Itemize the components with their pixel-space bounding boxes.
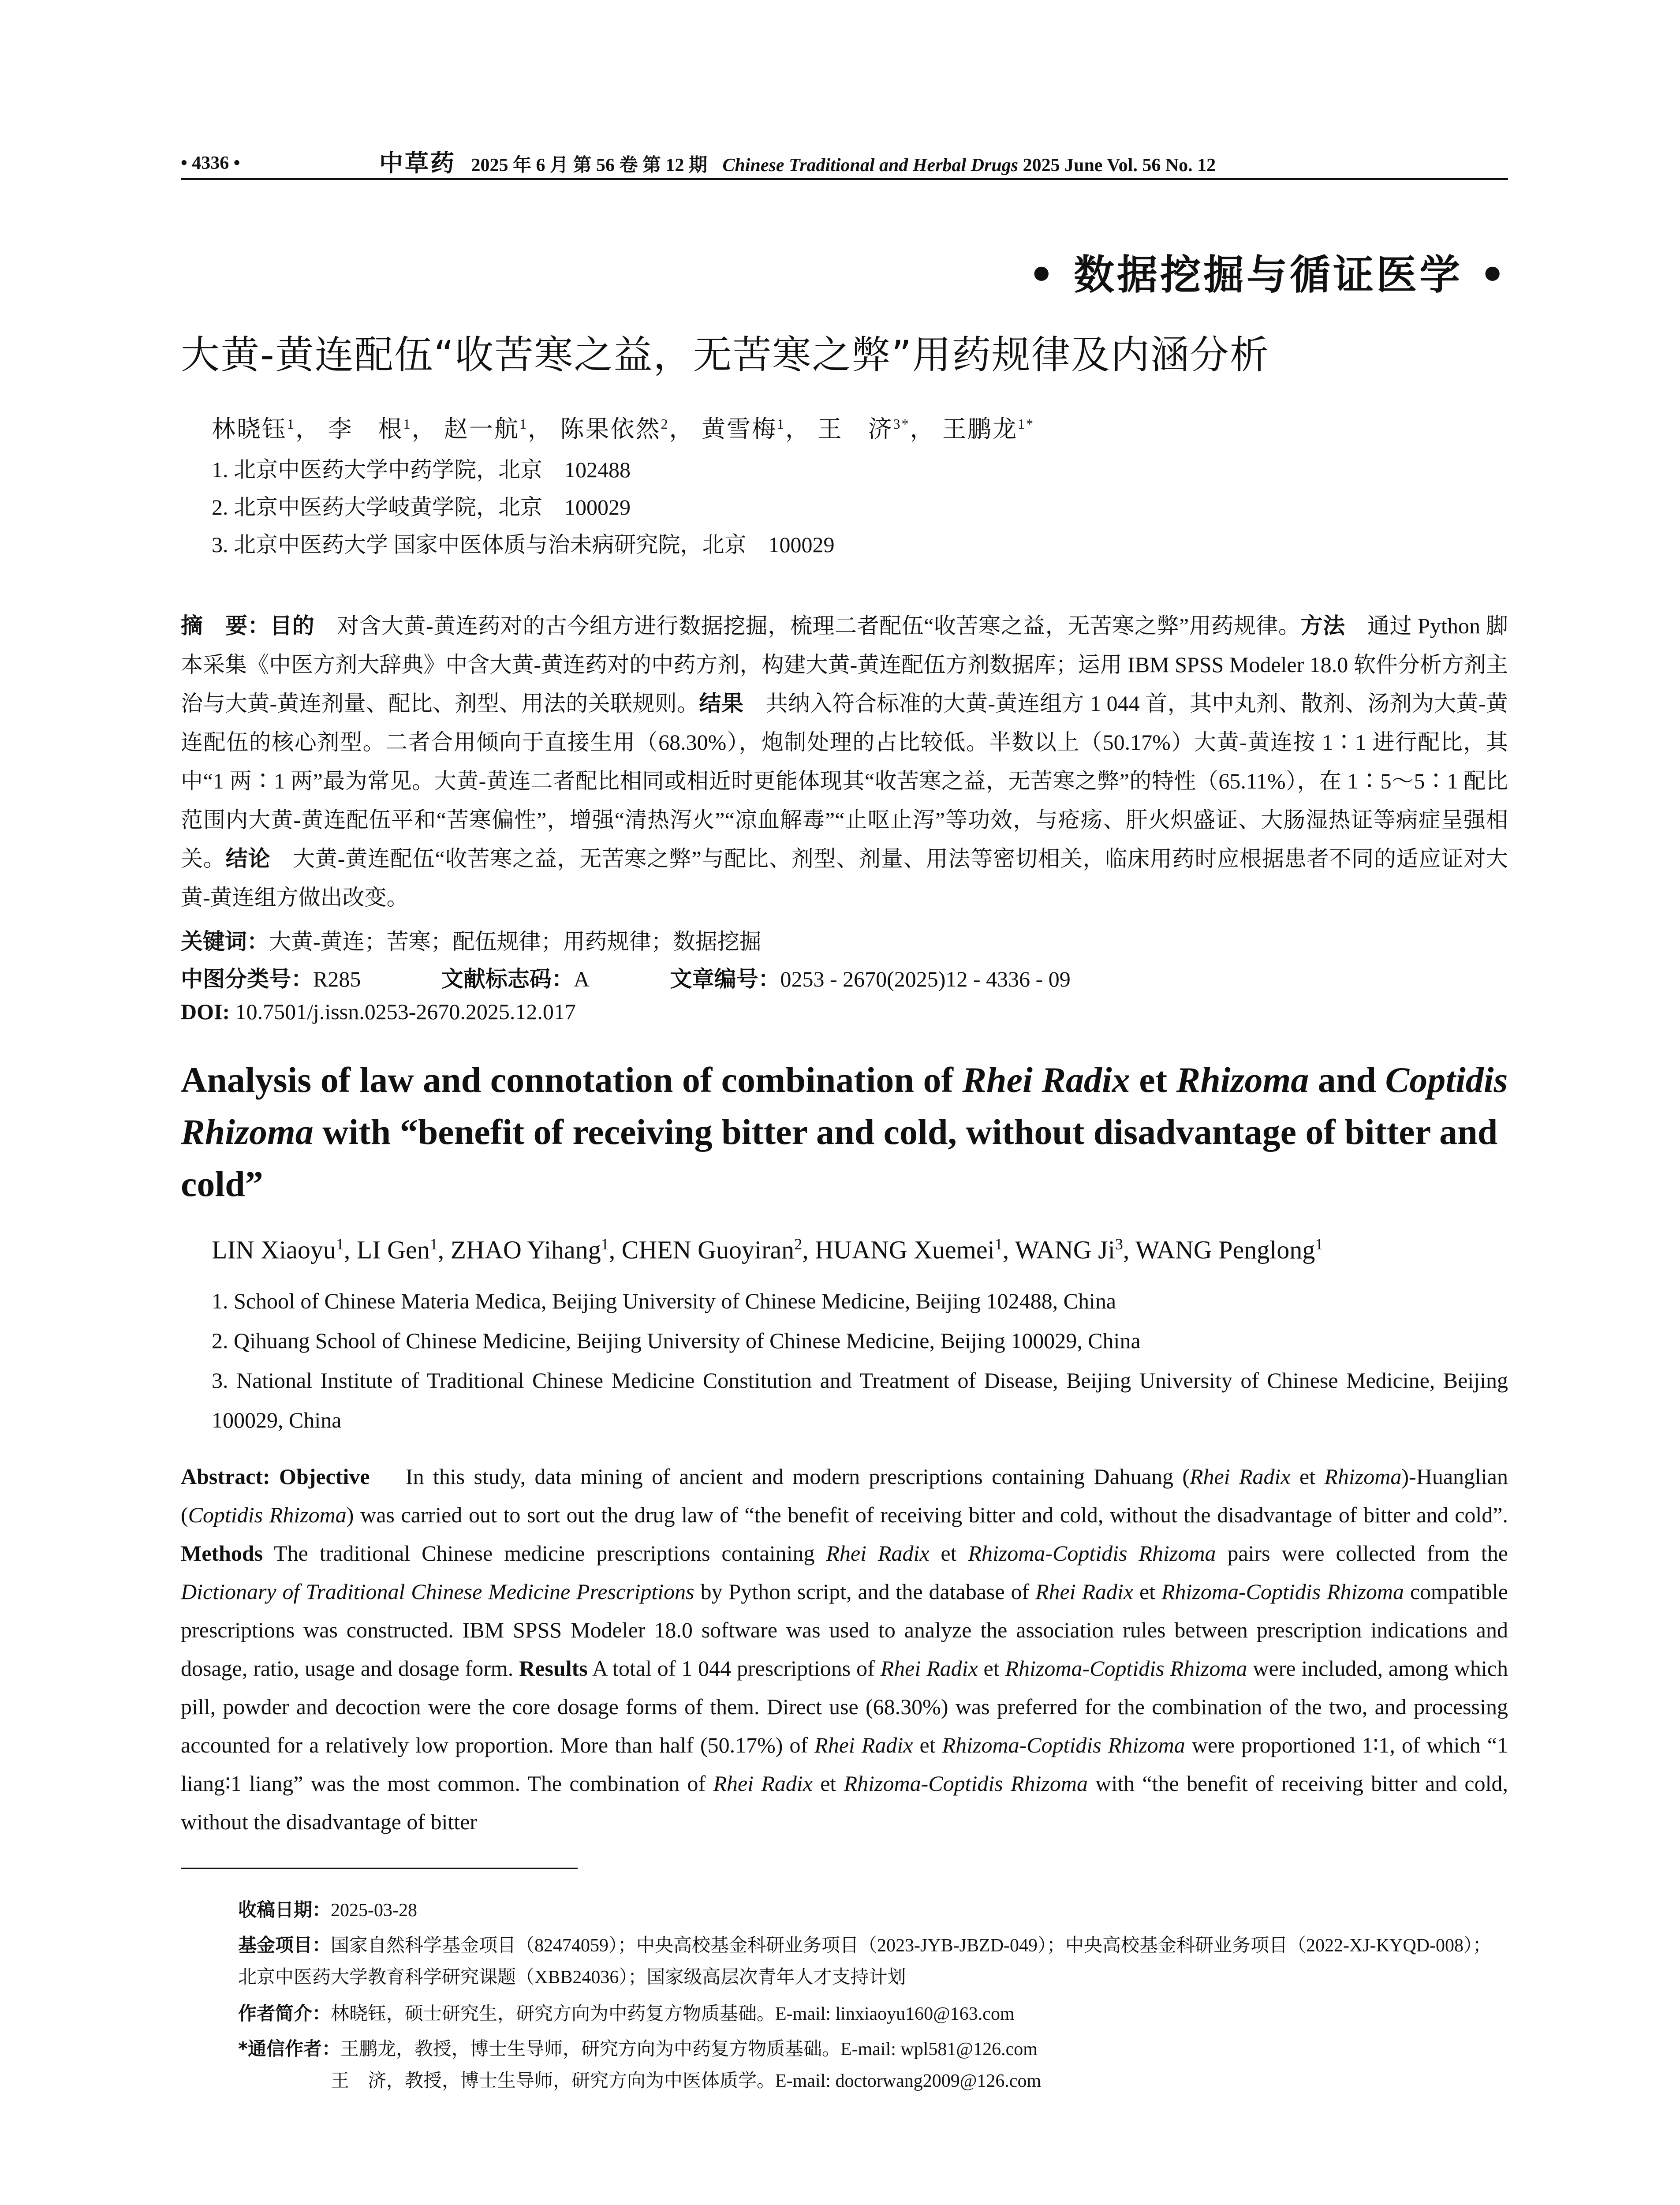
keywords-line: [181, 924, 762, 956]
abstract-en-text: et: [1133, 1579, 1161, 1604]
corresponding-author-1: 王鹏龙，教授，博士生导师，研究方向为中药复方物质基础。E-mail: wpl581@126.com: [340, 2039, 1038, 2059]
author-sup: 3: [1115, 1235, 1123, 1253]
results-label: 结果: [699, 691, 744, 716]
author-cn: 王 济: [818, 416, 893, 442]
results-en-label: Results: [519, 1656, 588, 1681]
page-number: • 4336 •: [181, 153, 240, 173]
abstract-en-text: pairs were collected from the: [1216, 1541, 1508, 1566]
abstract-en-italic: Rhizoma: [1324, 1464, 1402, 1489]
authors-en: LIN Xiaoyu$^1$, LI Gen$^1$, ZHAO Yihang$^1$, CHEN Guoyiran$^2$, HUANG Xuemei$^1$, WANG Ji$^3$, WANG Penglong$^1$: [212, 1235, 1323, 1264]
journal-line: [379, 146, 1216, 183]
author-sup: 1: [287, 416, 295, 432]
footnote-fund: [238, 1929, 1508, 1993]
methods-text: 通过 Python 脚本采集《中医方剂大辞典》中含大黄-黄连药对的中药方剂，构建大黄-黄连配伍方剂数据库；运用 IBM SPSS Modeler 18.0 软件分析方剂主治与大黄-黄连剂量、配比、剂型、用法的关联规则。: [181, 613, 1508, 716]
author-sup: 1: [777, 416, 785, 432]
author-cn: 李 根: [328, 416, 403, 442]
title-en-italic: Rhei Radix: [962, 1060, 1130, 1100]
author-en: LI Gen: [356, 1235, 430, 1264]
author-sup: 1*: [1018, 416, 1034, 432]
results-text: 共纳入符合标准的大黄-黄连组方 1 044 首，其中丸剂、散剂、汤剂为大黄-黄连配伍的核心剂型。二者合用倾向于直接生用（68.30%），炮制处理的占比较低。半数以上（50.17%）大黄-黄连按 1∶1 进行配比，其中“1 两∶1 两”最为常见。大黄-黄连二者配比相同或相近时更能体现其“收苦寒之益，无苦寒之弊”的特性（65.11%），在 1∶5～5∶1 配比范围内大黄-黄连配伍平和“苦寒偏性”，增强“清热泻火”“凉血解毒”“止呕止泻”等功效，与疮疡、肝火炽盛证、大肠湿热证等病症呈强相关。: [181, 691, 1508, 871]
affiliation-en-3: 3. National Institute of Traditional Chinese Medicine Constitution and Treatment of Disease, Beijing University of Chinese Medicine, Beijing 100029, China: [212, 1368, 1508, 1432]
abstract-en-text: The traditional Chinese medicine prescriptions containing: [263, 1541, 826, 1566]
abstract-en-italic: Dictionary of Traditional Chinese Medicine Prescriptions: [181, 1579, 694, 1604]
abstract-en-label: Abstract: Objective: [181, 1464, 370, 1489]
received-label: 收稿日期：: [238, 1899, 331, 1921]
author-en: WANG Ji: [1015, 1235, 1115, 1264]
author-cn: 陈果依然: [560, 416, 661, 442]
title-en-italic: Coptidis Rhizoma: [181, 1060, 1508, 1152]
authors-cn: 林晓钰$^1$， 李 根$^1$， 赵一航$^1$， 陈果依然$^2$， 黄雪梅$^1$， 王 济$^{3*}$， 王鹏龙$^{1*}$: [212, 416, 1034, 442]
title-cn: 大黄-黄连配伍“收苦寒之益，无苦寒之弊”用药规律及内涵分析: [181, 332, 1269, 377]
issue-en: 2025 June Vol. 56 No. 12: [1023, 155, 1216, 176]
author-sup: 1: [336, 1235, 344, 1253]
author-sup: 1: [403, 416, 412, 432]
journal-name-cn: 中草药: [379, 150, 456, 176]
author-en: HUANG Xuemei: [815, 1235, 995, 1264]
abstract-en-italic: Rhizoma-Coptidis Rhizoma: [1161, 1579, 1404, 1604]
author-sup: 2: [661, 416, 669, 432]
article-number-value: 0253 - 2670(2025)12 - 4336 - 09: [780, 967, 1071, 991]
methods-en-label: Methods: [181, 1541, 263, 1566]
title-en: [181, 1054, 1508, 1210]
doc-code-value: A: [573, 967, 590, 991]
abstract-en-italic: Rhei Radix: [814, 1733, 913, 1757]
abstract-en-text: et: [929, 1541, 968, 1566]
corresponding-label: *通信作者：: [238, 2038, 340, 2059]
journal-name-en: Chinese Traditional and Herbal Drugs: [722, 155, 1019, 176]
header-rule: [181, 178, 1508, 180]
author-cn: 林晓钰: [212, 416, 287, 442]
fund-text: 国家自然科学基金项目（82474059）；中央高校基金科研业务项目（2023-JYB-JBZD-049）；中央高校基金科研业务项目（2022-XJ-KYQD-008）；北京中医药大学教育科学研究课题（XBB24036）；国家级高层次青年人才支持计划: [238, 1936, 1491, 1988]
author-sup: 1: [429, 1235, 438, 1253]
received-date: 2025-03-28: [331, 1900, 417, 1921]
footnote-bio: [238, 1998, 1508, 2030]
abstract-en-text: ) was carried out to sort out the drug law of “the benefit of receiving bitter and cold, without the disadvantage of bitter and cold”.: [346, 1502, 1508, 1527]
abstract-en-text: et: [978, 1656, 1005, 1681]
author-sup: 3*: [893, 416, 910, 432]
author-en: LIN Xiaoyu: [212, 1235, 336, 1264]
article-number-label: 文章编号：: [670, 966, 780, 992]
affiliation-cn-3: 3. 北京中医药大学 国家中医体质与治未病研究院，北京 100029: [212, 532, 835, 557]
author-en: CHEN Guoyiran: [621, 1235, 795, 1264]
footnote-received: [238, 1894, 1508, 1926]
author-en: WANG Penglong: [1135, 1235, 1315, 1264]
author-cn: 王鹏龙: [942, 416, 1018, 442]
author-sup: 1: [519, 416, 528, 432]
objective-text: 对含大黄-黄连药对的古今组方进行数据挖掘，梳理二者配伍“收苦寒之益，无苦寒之弊”用药规律。: [336, 613, 1301, 638]
abstract-en-italic: Rhei Radix: [1190, 1464, 1291, 1489]
classification-line: [181, 961, 1071, 993]
abstract-en-text: In this study, data mining of ancient and modern prescriptions containing Dahuang (: [405, 1464, 1190, 1489]
corresponding-author-2: 王 济，教授，博士生导师，研究方向为中医体质学。E-mail: doctorwang2009@126.com: [331, 2071, 1042, 2091]
abstract-en-italic: Rhei Radix: [1035, 1579, 1134, 1604]
abstract-en-text: by Python script, and the database of: [694, 1579, 1035, 1604]
clc-value: R285: [313, 967, 361, 991]
author-sup: 1: [601, 1235, 609, 1253]
issue-cn: 2025 年 6 月 第 56 卷 第 12 期: [471, 155, 708, 176]
doc-code-label: 文献标志码：: [441, 966, 574, 992]
methods-label: 方法: [1300, 613, 1345, 639]
abstract-en-italic: Coptidis Rhizoma: [188, 1502, 347, 1527]
bio-text: 林晓钰，硕士研究生，研究方向为中药复方物质基础。E-mail: linxiaoyu160@163.com: [331, 2004, 1015, 2024]
abstract-en-italic: Rhei Radix: [713, 1771, 813, 1796]
abstract-en-text: were proportioned 1∶1, of which “1 liang∶1 liang” was the most common. The combination of: [181, 1733, 1508, 1796]
author-cn: 赵一航: [444, 416, 519, 442]
affiliation-cn-2: 2. 北京中医药大学岐黄学院，北京 100029: [212, 495, 631, 519]
abstract-en-text: et: [1290, 1464, 1325, 1489]
abstract-cn: [181, 606, 1508, 917]
title-en-part: et: [1130, 1060, 1176, 1100]
title-en-part: with “benefit of receiving bitter and cold, without disadvantage of bitter and cold”: [181, 1112, 1498, 1204]
author-cn: 黄雪梅: [702, 416, 777, 442]
abstract-en-text: with “the benefit of receiving bitter and cold, without the disadvantage of bitter: [181, 1771, 1508, 1834]
footnote-corresponding: [238, 2033, 1508, 2097]
clc-label: 中图分类号：: [181, 966, 313, 992]
abstract-en-text: et: [913, 1733, 942, 1757]
affiliation-cn-1: 1. 北京中医药大学中药学院，北京 102488: [212, 457, 631, 482]
author-en: ZHAO Yihang: [450, 1235, 601, 1264]
author-sup: 1: [994, 1235, 1003, 1253]
title-en-part: Analysis of law and connotation of combination of: [181, 1060, 963, 1100]
footnote-rule: [181, 1868, 578, 1869]
affiliation-en-1: 1. School of Chinese Materia Medica, Beijing University of Chinese Medicine, Beijing 102488, China: [212, 1289, 1116, 1313]
abstract-en-text: compatible prescriptions was constructed. IBM SPSS Modeler 18.0 software was used to analyze the association rules between prescription indications and dosage, ratio, usage and dosage form.: [181, 1579, 1508, 1681]
author-sup: 1: [1315, 1235, 1323, 1253]
abstract-en-italic: Rhizoma-Coptidis Rhizoma: [1005, 1656, 1247, 1681]
bio-label: 作者简介：: [238, 2003, 331, 2024]
section-tag: • 数据挖掘与循证医学 •: [1028, 251, 1508, 299]
doi-line: [181, 999, 576, 1024]
conclusion-text: 大黄-黄连配伍“收苦寒之益，无苦寒之弊”与配比、剂型、剂量、用法等密切相关，临床用药时应根据患者不同的适应证对大黄-黄连组方做出改变。: [181, 846, 1508, 910]
keywords-text: 大黄-黄连；苦寒；配伍规律；用药规律；数据挖掘: [269, 929, 762, 954]
abstract-en: [181, 1458, 1508, 1841]
running-header: [181, 146, 1508, 181]
doi-label: DOI:: [181, 999, 230, 1024]
title-en-italic: Rhizoma: [1176, 1060, 1309, 1100]
abstract-en-text: )-Huanglian (: [181, 1464, 1508, 1527]
abstract-en-text: were included, among which pill, powder and decoction were the core dosage forms of them. Direct use (68.30%) was preferred for the combination of the two, and processing accounted for a relatively low proportion. More than half (50.17%) of: [181, 1656, 1508, 1757]
fund-label: 基金项目：: [238, 1934, 331, 1956]
affiliation-en-2: 2. Qihuang School of Chinese Medicine, Beijing University of Chinese Medicine, Beijing 100029, China: [212, 1328, 1141, 1353]
doi-value: 10.7501/j.issn.0253-2670.2025.12.017: [235, 999, 576, 1024]
abstract-en-italic: Rhei Radix: [826, 1541, 930, 1566]
objective-label: 目的: [270, 613, 315, 639]
conclusion-label: 结论: [225, 846, 271, 871]
abstract-en-italic: Rhizoma-Coptidis Rhizoma: [942, 1733, 1185, 1757]
abstract-cn-label: 摘 要：: [181, 613, 270, 639]
abstract-en-text: et: [812, 1771, 844, 1796]
abstract-en-italic: Rhei Radix: [880, 1656, 978, 1681]
title-en-part: and: [1309, 1060, 1385, 1100]
abstract-en-italic: Rhizoma-Coptidis Rhizoma: [844, 1771, 1088, 1796]
abstract-en-text: A total of 1 044 prescriptions of: [587, 1656, 881, 1681]
keywords-label: 关键词：: [181, 929, 269, 954]
abstract-en-italic: Rhizoma-Coptidis Rhizoma: [968, 1541, 1216, 1566]
author-sup: 2: [794, 1235, 803, 1253]
